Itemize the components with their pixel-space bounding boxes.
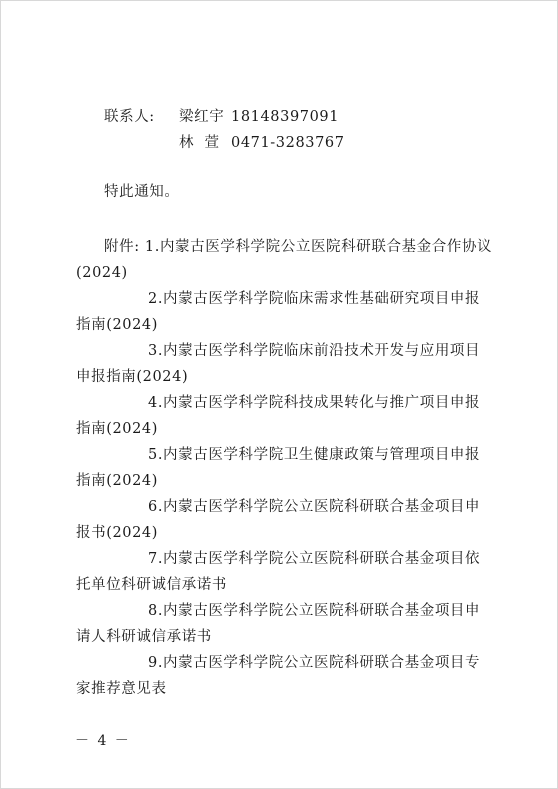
attachment-item-5-line2: 指南(2024): [76, 473, 159, 489]
attachment-item-2-line2: 指南(2024): [76, 317, 159, 333]
attachment-item-9-line1: 9.内蒙古医学科学院公立医院科研联合基金项目专: [148, 655, 481, 671]
attachments-prefix: 附件:: [104, 239, 140, 255]
contact-person1-phone: 18148397091: [231, 109, 340, 125]
attachment-item-5-line1: 5.内蒙古医学科学院卫生健康政策与管理项目申报: [148, 447, 481, 463]
notice-text: 特此通知。: [104, 184, 180, 200]
contact-person2-phone: 0471-3283767: [231, 135, 345, 151]
attachment-item-8-line2: 请人科研诚信承诺书: [76, 629, 212, 645]
attachment-item-4-line2: 指南(2024): [76, 421, 159, 437]
attachment-item-3-line2: 申报指南(2024): [76, 369, 189, 385]
attachment-item-1-line1: 附件: 1.内蒙古医学科学院公立医院科研联合基金合作协议: [104, 239, 493, 255]
attachment-item-9-line2: 家推荐意见表: [76, 681, 167, 697]
attachment-item-2-line1: 2.内蒙古医学科学院临床需求性基础研究项目申报: [148, 291, 481, 307]
contact-person1-name: 梁红宇: [179, 109, 225, 125]
attachment-item-1-line2: (2024): [76, 265, 128, 281]
page-number: － 4 －: [75, 733, 131, 749]
attachment-item-7-line2: 托单位科研诚信承诺书: [76, 577, 227, 593]
contact-person2-name: 林 萱: [179, 135, 220, 151]
attachment-item-3-line1: 3.内蒙古医学科学院临床前沿技术开发与应用项目: [148, 343, 481, 359]
contact-label: 联系人:: [104, 109, 155, 125]
attachment-item-8-line1: 8.内蒙古医学科学院公立医院科研联合基金项目申: [148, 603, 481, 619]
attachment-item-4-line1: 4.内蒙古医学科学院科技成果转化与推广项目申报: [148, 395, 481, 411]
attachment-item-6-line1: 6.内蒙古医学科学院公立医院科研联合基金项目申: [148, 499, 481, 515]
attachment-item-6-line2: 报书(2024): [76, 525, 159, 541]
attachment-item-7-line1: 7.内蒙古医学科学院公立医院科研联合基金项目依: [148, 551, 481, 567]
